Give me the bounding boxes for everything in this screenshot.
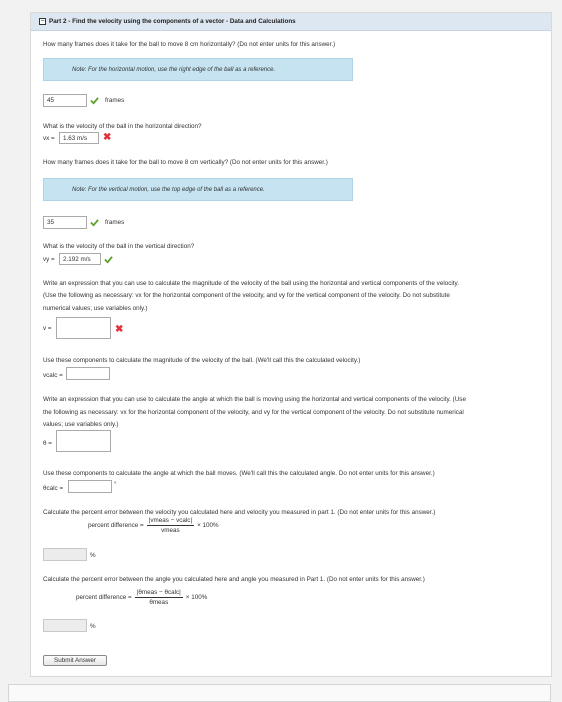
q1-question: How many frames does it take for the ball to move 8 cm horizontally? (Do not enter units for this answer.): [43, 41, 336, 48]
q5-label: v =: [43, 325, 52, 332]
q8-thetacalc-input[interactable]: [68, 480, 112, 493]
q3-unit: frames: [105, 219, 125, 226]
check-icon: [90, 218, 99, 227]
q3-question: How many frames does it take for the ball to move 8 cm vertically? (Do not enter units for this answer.): [43, 159, 328, 166]
q1-note: [43, 58, 353, 81]
q2-velocity-input[interactable]: 1.63 m/s: [59, 132, 99, 144]
q10-numerator: |θmeas − θcalc|: [136, 589, 181, 596]
q9-unit: %: [90, 552, 96, 559]
q5-line2: (Use the following as necessary: vx for the horizontal component of the velocity, and vy for the vertical component of the velocity. Do not substitute: [43, 292, 450, 299]
q4-label: vy =: [43, 256, 55, 263]
q5-line1: Write an expression that you can use to calculate the magnitude of the velocity of the ball using the horizontal and vertical components of the velocity.: [43, 280, 459, 287]
q1-frames-input[interactable]: 45: [43, 94, 87, 107]
q5-line3: numerical values; use variables only.): [43, 305, 148, 312]
q10-denominator: θmeas: [149, 599, 169, 606]
q10-question: Calculate the percent error between the angle you calculated here and angle you measured in Part 1. (Do not enter units for this answer.): [43, 576, 425, 583]
q9-formula-label: percent difference =: [88, 522, 144, 529]
q7-line1: Write an expression that you can use to calculate the angle at which the ball is moving using the horizontal and vertical components of the velocity. (Use: [43, 396, 466, 403]
q2-label: vx =: [43, 135, 55, 142]
q5-expression-input[interactable]: [56, 317, 111, 339]
incorrect-icon: ✖: [115, 324, 124, 335]
next-panel: [8, 684, 551, 702]
collapse-icon[interactable]: −: [40, 18, 45, 25]
q4-question: What is the velocity of the ball in the vertical direction?: [43, 243, 195, 250]
check-icon: [104, 255, 113, 264]
q3-frames-input[interactable]: 35: [43, 216, 87, 229]
q6-question: Use these components to calculate the magnitude of the velocity of the ball. (We'll call this the calculated velocity.): [43, 357, 361, 364]
q8-question: Use these components to calculate the angle at which the ball moves. (We'll call this the calculated angle. Do not enter units for this answer.): [43, 470, 435, 477]
q10-fraction: [135, 589, 183, 606]
q9-formula: [88, 517, 219, 534]
q8-unit: °: [114, 481, 117, 488]
q1-unit: frames: [105, 97, 125, 104]
q9-factor: × 100%: [197, 522, 219, 529]
q9-fraction: [147, 517, 194, 534]
q10-formula-label: percent difference =: [76, 594, 132, 601]
q6-label: vcalc =: [43, 372, 63, 379]
q6-vcalc-input[interactable]: [66, 367, 110, 380]
part-header[interactable]: [31, 13, 551, 31]
q10-formula: [76, 589, 207, 606]
q9-numerator: |vmeas − vcalc|: [148, 517, 193, 524]
q8-label: θcalc =: [43, 485, 64, 492]
part-title: Part 2 - Find the velocity using the components of a vector - Data and Calculations: [49, 18, 296, 25]
q3-note-text: Note: For the vertical motion, use the top edge of the ball as a reference.: [72, 186, 265, 193]
q10-percent-input[interactable]: [43, 619, 87, 632]
q9-percent-input[interactable]: [43, 548, 87, 561]
q7-line2: the following as necessary: vx for the horizontal component of the velocity, and vy for the vertical component of the velocity. Do not substitute numerical: [43, 409, 464, 416]
q4-velocity-input[interactable]: 2.192 m/s: [59, 253, 101, 265]
q2-question: What is the velocity of the ball in the horizontal direction?: [43, 123, 202, 130]
q3-note: [43, 178, 353, 201]
q7-line3: values; use variables only.): [43, 421, 119, 428]
q10-unit: %: [90, 623, 96, 630]
q1-note-text: Note: For the horizontal motion, use the right edge of the ball as a reference.: [72, 66, 276, 73]
submit-answer-button[interactable]: Submit Answer: [43, 655, 107, 666]
check-icon: [90, 96, 99, 105]
q7-label: θ =: [43, 440, 52, 447]
q9-question: Calculate the percent error between the velocity you calculated here and velocity you measured in part 1. (Do not enter units for this answer.): [43, 509, 436, 516]
q10-factor: × 100%: [185, 594, 208, 601]
incorrect-icon: ✖: [103, 132, 112, 143]
q7-angle-expression-input[interactable]: [56, 430, 111, 452]
q9-denominator: vmeas: [161, 527, 180, 534]
